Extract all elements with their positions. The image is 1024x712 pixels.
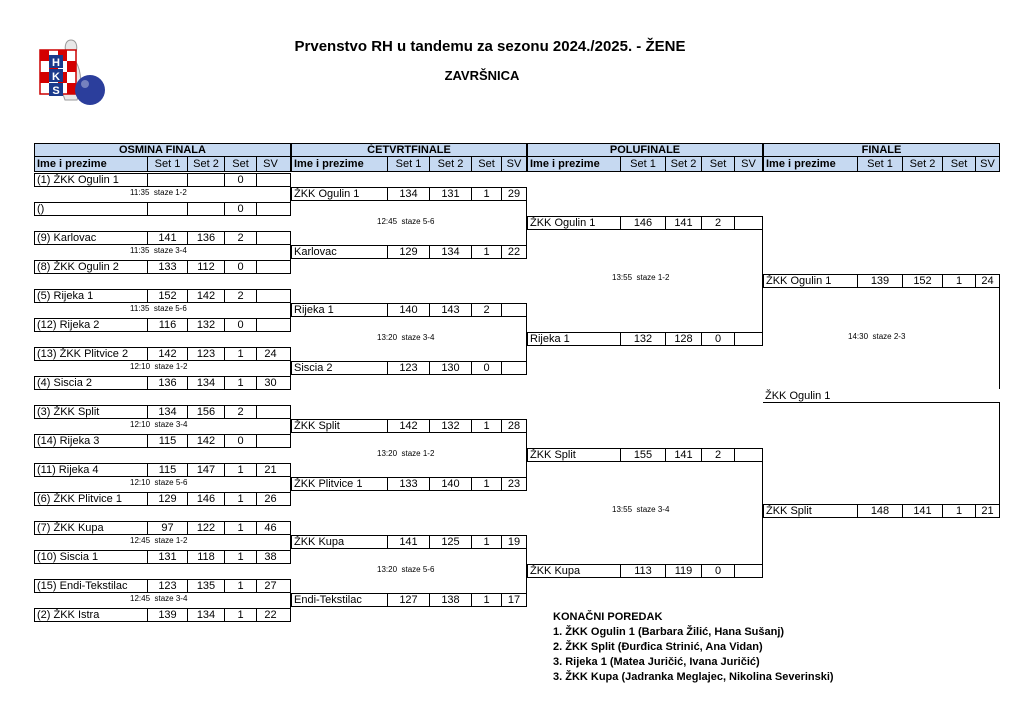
round-header: ČETVRTFINALE [291,143,527,157]
winner-name: ŽKK Ogulin 1 [765,390,831,402]
match-time: 12:10 [130,420,151,429]
round-header: FINALE [763,143,1000,157]
sets-won: 0 [224,203,256,215]
team-name: (8) ŽKK Ogulin 2 [37,261,119,273]
match-lanes: staze 1-2 [636,272,670,282]
sf-row [527,564,763,578]
match-time: 14:30 [848,332,869,341]
team-name: (11) Rijeka 4 [37,464,99,476]
match-schedule [130,304,187,313]
match-schedule [377,333,434,342]
qf-row [291,361,527,375]
sv-score [256,174,284,186]
standings-item: 2. ŽKK Split (Đurđica Strinić, Ana Vidan) [553,641,763,653]
standings-item: 3. Rijeka 1 (Matea Juričić, Ivana Juričić) [553,656,760,668]
match-time: 12:45 [130,536,151,545]
sets-won: 0 [224,174,256,186]
qf-row [291,303,527,317]
match-lanes: staze 3-4 [153,246,187,255]
sets-won: 1 [224,464,256,476]
sv-score: 46 [256,522,284,534]
match-schedule [612,273,669,282]
sv-score [734,333,762,345]
match-time: 13:55 [612,504,633,514]
match-time: 13:20 [377,564,398,574]
match-schedule [130,594,187,603]
match-schedule [130,362,187,371]
set1-score [147,174,187,186]
sv-score [501,304,526,316]
column-header-row [763,157,1000,172]
set2-score: 142 [187,435,224,447]
set2-score: 134 [187,609,224,621]
set1-score: 146 [620,217,665,229]
team-name: ŽKK Ogulin 1 [530,217,596,229]
match-schedule [612,505,669,514]
bracket-connector [999,287,1000,402]
sets-won: 1 [224,609,256,621]
set1-score: 140 [387,304,429,316]
sv-score: 24 [256,348,284,360]
set1-score: 142 [147,348,187,360]
team-name: Rijeka 1 [294,304,334,316]
standings-item: 3. ŽKK Kupa (Jadranka Meglajec, Nikolina Severinski) [553,671,834,683]
sets-won: 1 [224,551,256,563]
team-name: ŽKK Split [766,505,812,517]
sv-score: 22 [256,609,284,621]
column-header-row [527,157,763,172]
svg-text:H: H [52,57,60,69]
match-schedule [130,478,187,487]
column-header-sv: SV [501,157,526,171]
set2-score: 138 [429,594,471,606]
match-lanes: staze 2-3 [872,332,906,341]
set1-score: 139 [857,275,902,287]
sv-score: 30 [256,377,284,389]
team-name: () [37,203,45,215]
r16-row [34,289,291,303]
set2-score: 128 [665,333,701,345]
sets-won: 0 [224,261,256,273]
sv-score [256,406,284,418]
column-header-row [291,157,527,172]
match-lanes: staze 3-4 [154,420,188,429]
set2-score: 131 [429,188,471,200]
team-name: (10) Siscia 1 [37,551,99,563]
set2-score: 143 [429,304,471,316]
set1-score: 141 [147,232,187,244]
sv-score [256,319,284,331]
column-header-set: Set [471,157,501,171]
sets-won: 0 [224,319,256,331]
winner-row [763,389,1000,403]
set1-score: 97 [147,522,187,534]
match-schedule [130,536,187,545]
set1-score: 155 [620,449,665,461]
sets-won: 2 [224,232,256,244]
sf-row [527,332,763,346]
sv-score: 28 [501,420,526,432]
set1-score: 116 [147,319,187,331]
sets-won: 1 [224,580,256,592]
team-name: (7) ŽKK Kupa [37,522,104,534]
sets-won: 1 [471,188,501,200]
set1-score: 139 [147,609,187,621]
column-header-set2: Set 2 [187,157,224,171]
match-lanes: staze 5-6 [401,564,435,574]
sets-won: 2 [224,406,256,418]
round-header: POLUFINALE [527,143,763,157]
column-header-sv: SV [256,157,284,171]
svg-text:S: S [52,85,60,97]
set1-score: 148 [857,505,902,517]
sv-score [256,203,284,215]
set2-score: 152 [902,275,942,287]
sv-score [734,217,762,229]
match-time: 13:20 [377,332,398,342]
set2-score: 119 [665,565,701,577]
team-name: (2) ŽKK Istra [37,609,100,621]
column-header-set1: Set 1 [387,157,429,171]
match-lanes: staze 1-2 [153,188,187,197]
qf-row [291,187,527,201]
set1-score: 129 [147,493,187,505]
sets-won: 1 [942,275,975,287]
qf-row [291,419,527,433]
set1-score: 123 [387,362,429,374]
r16-row [34,202,291,216]
sets-won: 1 [471,594,501,606]
match-lanes: staze 1-2 [154,362,188,371]
sets-won: 2 [701,217,734,229]
set2-score: 130 [429,362,471,374]
set2-score: 156 [187,406,224,418]
match-time: 12:45 [377,216,398,226]
r16-row [34,608,291,622]
column-header-set: Set [701,157,734,171]
sv-score [256,232,284,244]
r16-row [34,463,291,477]
column-header-name: Ime i prezime [37,158,107,170]
set1-score: 142 [387,420,429,432]
set1-score [147,203,187,215]
r16-row [34,579,291,593]
set2-score: 136 [187,232,224,244]
set1-score: 141 [387,536,429,548]
column-header-set: Set [942,157,975,171]
set1-score: 133 [147,261,187,273]
r16-row [34,492,291,506]
sv-score [501,362,526,374]
r16-row [34,405,291,419]
sf-row [527,216,763,230]
sets-won: 2 [224,290,256,302]
team-name: Karlovac [294,246,337,258]
sv-score: 26 [256,493,284,505]
r16-row [34,521,291,535]
team-name: ŽKK Ogulin 1 [766,275,832,287]
sv-score: 29 [501,188,526,200]
sv-score: 21 [256,464,284,476]
set2-score: 135 [187,580,224,592]
set1-score: 123 [147,580,187,592]
set1-score: 115 [147,464,187,476]
team-name: (5) Rijeka 1 [37,290,94,302]
set2-score: 123 [187,348,224,360]
sv-score [256,261,284,273]
team-name: ŽKK Kupa [530,565,581,577]
sv-score: 23 [501,478,526,490]
team-name: (1) ŽKK Ogulin 1 [37,174,119,186]
team-name: (9) Karlovac [37,232,97,244]
column-header-sv: SV [734,157,762,171]
sv-score: 21 [975,505,999,517]
team-name: (13) ŽKK Plitvice 2 [37,348,129,360]
team-name: (4) Siscia 2 [37,377,93,389]
match-lanes: staze 5-6 [401,216,435,226]
sets-won: 0 [701,565,734,577]
set2-score: 146 [187,493,224,505]
match-lanes: staze 1-2 [401,448,435,458]
column-header-set1: Set 1 [857,157,902,171]
set2-score: 147 [187,464,224,476]
sets-won: 1 [224,348,256,360]
standings-item: 1. ŽKK Ogulin 1 (Barbara Žilić, Hana Sušanj) [553,626,785,638]
sets-won: 0 [701,333,734,345]
page-subtitle: ZAVRŠNICA [444,68,520,83]
column-header-name: Ime i prezime [766,158,836,170]
final-row [763,504,1000,518]
set2-score: 141 [665,449,701,461]
set1-score: 134 [147,406,187,418]
set2-score: 134 [429,246,471,258]
r16-row [34,260,291,274]
match-schedule [130,246,187,255]
sets-won: 1 [224,377,256,389]
sv-score: 19 [501,536,526,548]
set2-score: 142 [187,290,224,302]
r16-row [34,434,291,448]
match-time: 11:35 [130,246,150,255]
match-time: 12:10 [130,478,151,487]
column-header-name: Ime i prezime [294,158,364,170]
r16-row [34,173,291,187]
set1-score: 134 [387,188,429,200]
match-schedule [848,332,905,341]
set1-score: 136 [147,377,187,389]
r16-row [34,550,291,564]
set1-score: 113 [620,565,665,577]
sv-score: 17 [501,594,526,606]
match-lanes: staze 5-6 [153,304,187,313]
column-header-set1: Set 1 [147,157,187,171]
set2-score [187,203,224,215]
svg-text:K: K [52,71,60,83]
team-name: Endi-Tekstilac [294,594,362,606]
set1-score: 132 [620,333,665,345]
match-lanes: staze 1-2 [154,536,188,545]
sv-score [256,435,284,447]
team-name: ŽKK Kupa [294,536,345,548]
team-name: ŽKK Ogulin 1 [294,188,360,200]
sv-score: 24 [975,275,999,287]
team-name: ŽKK Split [530,449,576,461]
sv-score [734,449,762,461]
r16-row [34,347,291,361]
column-header-set2: Set 2 [429,157,471,171]
team-name: Siscia 2 [294,362,333,374]
qf-row [291,593,527,607]
match-time: 12:45 [130,594,151,603]
page-title: Prvenstvo RH u tandemu za sezonu 2024./2025. - ŽENE [294,38,686,55]
set1-score: 133 [387,478,429,490]
column-header-name: Ime i prezime [530,158,600,170]
r16-row [34,376,291,390]
r16-row [34,231,291,245]
match-time: 13:55 [612,272,633,282]
sets-won: 1 [471,478,501,490]
match-time: 13:20 [377,448,398,458]
sets-won: 0 [471,362,501,374]
set2-score: 122 [187,522,224,534]
final-standings [553,610,834,685]
team-name: (3) ŽKK Split [37,406,100,418]
column-header-set1: Set 1 [620,157,665,171]
sets-won: 0 [224,435,256,447]
set2-score: 118 [187,551,224,563]
sv-score [256,290,284,302]
column-header-set2: Set 2 [665,157,701,171]
match-schedule [377,449,434,458]
sets-won: 1 [942,505,975,517]
team-name: ŽKK Split [294,420,340,432]
qf-row [291,245,527,259]
sets-won: 1 [471,246,501,258]
sets-won: 1 [224,522,256,534]
round-header: OSMINA FINALA [34,143,291,157]
column-header-set: Set [224,157,256,171]
sv-score [734,565,762,577]
sf-row [527,448,763,462]
column-header-row [34,157,291,172]
team-name: (14) Rijeka 3 [37,435,100,447]
set2-score: 112 [187,261,224,273]
sets-won: 2 [471,304,501,316]
sets-won: 1 [224,493,256,505]
set2-score: 132 [187,319,224,331]
standings-title: KONAČNI POREDAK [553,611,663,623]
match-lanes: staze 3-4 [401,332,435,342]
team-name: ŽKK Plitvice 1 [294,478,363,490]
match-lanes: staze 3-4 [154,594,188,603]
set2-score: 125 [429,536,471,548]
match-schedule [377,217,434,226]
set2-score: 141 [665,217,701,229]
match-time: 11:35 [130,304,150,313]
set1-score: 129 [387,246,429,258]
qf-row [291,535,527,549]
final-row [763,274,1000,288]
match-schedule [377,565,434,574]
match-time: 12:10 [130,362,151,371]
sets-won: 1 [471,536,501,548]
match-schedule [130,420,187,429]
column-header-set2: Set 2 [902,157,942,171]
team-name: (6) ŽKK Plitvice 1 [37,493,122,505]
match-lanes: staze 5-6 [154,478,188,487]
match-schedule [130,188,187,197]
match-lanes: staze 3-4 [636,504,670,514]
qf-row [291,477,527,491]
set2-score: 141 [902,505,942,517]
column-header-sv: SV [975,157,999,171]
match-time: 11:35 [130,188,150,197]
sv-score: 38 [256,551,284,563]
sets-won: 2 [701,449,734,461]
set1-score: 127 [387,594,429,606]
sv-score: 22 [501,246,526,258]
team-name: (15) Endi-Tekstilac [37,580,128,592]
set2-score: 140 [429,478,471,490]
bracket-connector [999,402,1000,504]
set1-score: 152 [147,290,187,302]
set1-score: 115 [147,435,187,447]
set2-score: 134 [187,377,224,389]
sets-won: 1 [471,420,501,432]
sv-score: 27 [256,580,284,592]
team-name: (12) Rijeka 2 [37,319,100,331]
r16-row [34,318,291,332]
team-name: Rijeka 1 [530,333,570,345]
set2-score [187,174,224,186]
set2-score: 132 [429,420,471,432]
set1-score: 131 [147,551,187,563]
